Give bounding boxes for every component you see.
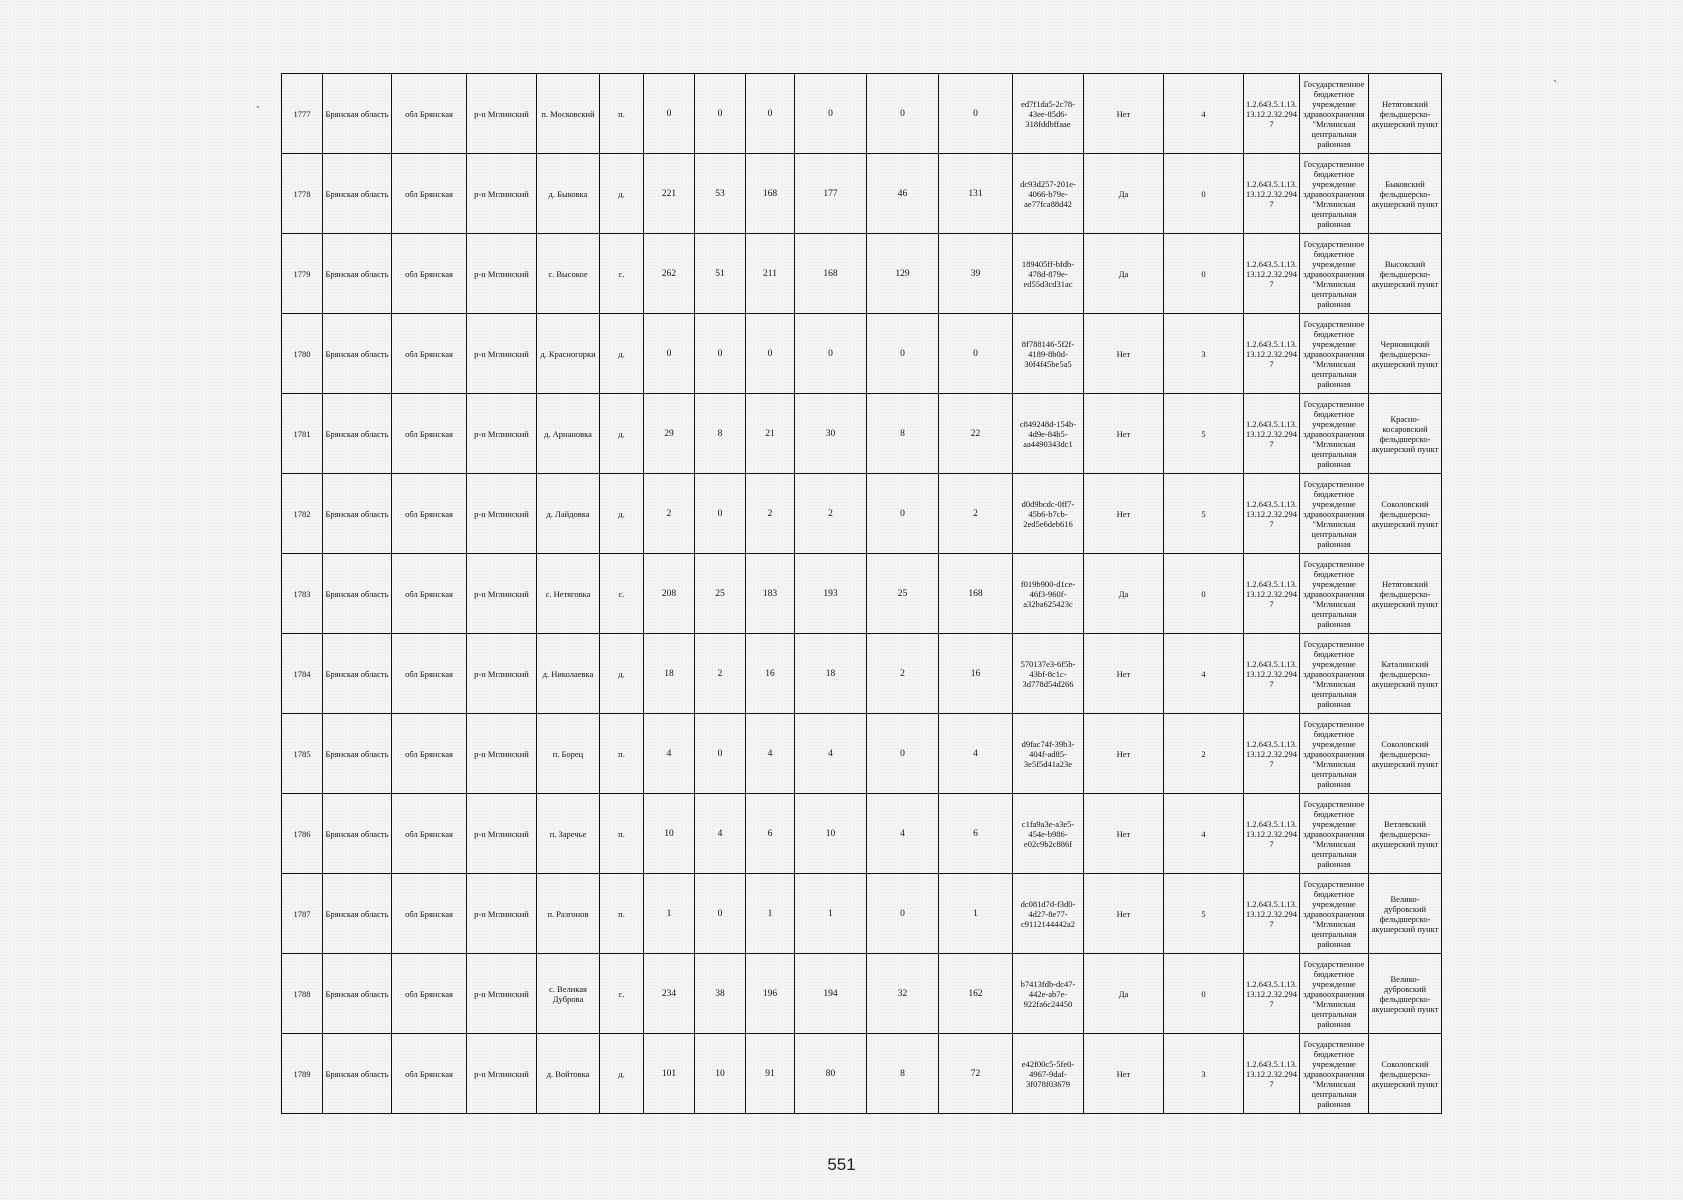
table-row bbox=[282, 314, 1442, 394]
table-cell: 4 bbox=[867, 794, 939, 874]
table-cell: р-н Мглинский bbox=[467, 954, 537, 1034]
table-cell: 10 bbox=[795, 794, 867, 874]
table-cell: р-н Мглинский bbox=[467, 554, 537, 634]
table-cell: 5 bbox=[1164, 474, 1244, 554]
table-cell: 193 bbox=[795, 554, 867, 634]
table-cell: 25 bbox=[867, 554, 939, 634]
table-cell: Каталинский фельдшерско-акушерский пункт bbox=[1369, 634, 1442, 714]
table-body bbox=[282, 74, 1442, 1114]
table-cell: с. Нетяговка bbox=[537, 554, 600, 634]
table-cell: обл Брянская bbox=[392, 474, 467, 554]
table-cell: d9fac74f-39b3-404f-ad85-3e5f5d41a23e bbox=[1013, 714, 1084, 794]
table-cell: д. bbox=[600, 154, 644, 234]
table-cell: 0 bbox=[695, 474, 746, 554]
table-cell: 0 bbox=[867, 474, 939, 554]
table-cell: e42f00c5-5fe0-4967-9daf-3f078f03679 bbox=[1013, 1034, 1084, 1114]
table-cell: 4 bbox=[939, 714, 1013, 794]
table-cell: Нет bbox=[1084, 794, 1164, 874]
table-cell: 0 bbox=[939, 314, 1013, 394]
table-cell: Брянская область bbox=[323, 794, 392, 874]
table-cell: 1 bbox=[746, 874, 795, 954]
table-cell: 1.2.643.5.1.13.13.12.2.32.2947 bbox=[1244, 954, 1300, 1034]
table-cell: д. Лайдовка bbox=[537, 474, 600, 554]
table-cell: 1.2.643.5.1.13.13.12.2.32.2947 bbox=[1244, 794, 1300, 874]
table-cell: д. bbox=[600, 1034, 644, 1114]
table-cell: д. Николаевка bbox=[537, 634, 600, 714]
table-cell: Соколовский фельдшерско-акушерский пункт bbox=[1369, 1034, 1442, 1114]
organization-name: Государственное бюджетное учреждение здравоохранения "Мглинская центральная районная bbox=[1303, 478, 1365, 549]
table-cell: д. Красногорки bbox=[537, 314, 600, 394]
table-cell: р-н Мглинский bbox=[467, 1034, 537, 1114]
table-cell: р-н Мглинский bbox=[467, 794, 537, 874]
table-cell: 0 bbox=[1164, 954, 1244, 1034]
table-cell: 2 bbox=[795, 474, 867, 554]
table-cell: Красно-косаровский фельдшерско-акушерский пункт bbox=[1369, 394, 1442, 474]
table-cell: 29 bbox=[644, 394, 695, 474]
organization-name: Государственное бюджетное учреждение здравоохранения "Мглинская центральная районная bbox=[1303, 798, 1365, 869]
table-cell: dc081d7d-f3d0-4d27-8e77-c9112144442a2 bbox=[1013, 874, 1084, 954]
table-cell: Брянская область bbox=[323, 954, 392, 1034]
table-cell: п. bbox=[600, 74, 644, 154]
table-cell: Нет bbox=[1084, 634, 1164, 714]
table-cell: Нет bbox=[1084, 74, 1164, 154]
table-row bbox=[282, 1034, 1442, 1114]
table-cell: 189405ff-bfdb-478d-879e-ed55d3cd31ac bbox=[1013, 234, 1084, 314]
table-cell: п. bbox=[600, 714, 644, 794]
table-cell: Нетяговский фельдшерско-акушерский пункт bbox=[1369, 74, 1442, 154]
table-cell: 2 bbox=[939, 474, 1013, 554]
table-cell: р-н Мглинский bbox=[467, 874, 537, 954]
table-row bbox=[282, 74, 1442, 154]
table-cell: 0 bbox=[644, 74, 695, 154]
table-cell: 80 bbox=[795, 1034, 867, 1114]
table-row bbox=[282, 794, 1442, 874]
table-cell: Брянская область bbox=[323, 74, 392, 154]
table-cell: д. Быковка bbox=[537, 154, 600, 234]
table-cell: 162 bbox=[939, 954, 1013, 1034]
table-cell: 5 bbox=[1164, 394, 1244, 474]
table-cell: 1788 bbox=[282, 954, 323, 1034]
table-cell: 4 bbox=[1164, 634, 1244, 714]
table-cell: 10 bbox=[644, 794, 695, 874]
table-cell: 168 bbox=[746, 154, 795, 234]
table-cell: Брянская область bbox=[323, 154, 392, 234]
table-cell: 1 bbox=[644, 874, 695, 954]
organization-name: Государственное бюджетное учреждение здравоохранения "Мглинская центральная районная bbox=[1303, 158, 1365, 229]
table-cell: 0 bbox=[795, 314, 867, 394]
table-cell: Нетяговский фельдшерско-акушерский пункт bbox=[1369, 554, 1442, 634]
table-cell: 8f788146-5f2f-4189-8b0d-30f4f45be5a5 bbox=[1013, 314, 1084, 394]
table-cell: Черновицкий фельдшерско-акушерский пункт bbox=[1369, 314, 1442, 394]
table-cell: 1780 bbox=[282, 314, 323, 394]
table-cell bbox=[1300, 234, 1369, 314]
table-cell: 4 bbox=[695, 794, 746, 874]
table-cell: 234 bbox=[644, 954, 695, 1034]
table-cell: 0 bbox=[867, 874, 939, 954]
table-cell: c1fa9a3e-a3e5-454e-b986-e02c9b2c886f bbox=[1013, 794, 1084, 874]
table-cell: п. bbox=[600, 874, 644, 954]
table-cell: 0 bbox=[695, 314, 746, 394]
table-cell: п. Заречье bbox=[537, 794, 600, 874]
table-row bbox=[282, 954, 1442, 1034]
table-cell: 32 bbox=[867, 954, 939, 1034]
table-cell: 1.2.643.5.1.13.13.12.2.32.2947 bbox=[1244, 874, 1300, 954]
table-cell: Брянская область bbox=[323, 474, 392, 554]
table-cell bbox=[1300, 314, 1369, 394]
table-cell: 2 bbox=[695, 634, 746, 714]
table-cell: 1777 bbox=[282, 74, 323, 154]
table-cell: 1 bbox=[795, 874, 867, 954]
table-cell: обл Брянская bbox=[392, 554, 467, 634]
table-cell: 8 bbox=[695, 394, 746, 474]
table-cell: 1.2.643.5.1.13.13.12.2.32.2947 bbox=[1244, 154, 1300, 234]
table-cell: 194 bbox=[795, 954, 867, 1034]
organization-name: Государственное бюджетное учреждение здравоохранения "Мглинская центральная районная bbox=[1303, 78, 1365, 149]
table-cell: 129 bbox=[867, 234, 939, 314]
table-cell: 0 bbox=[695, 74, 746, 154]
table-cell: Брянская область bbox=[323, 314, 392, 394]
scan-speck: ` bbox=[1553, 78, 1557, 92]
table-cell: 1.2.643.5.1.13.13.12.2.32.2947 bbox=[1244, 554, 1300, 634]
organization-name: Государственное бюджетное учреждение здравоохранения "Мглинская центральная районная bbox=[1303, 558, 1365, 629]
table-cell: 5 bbox=[1164, 874, 1244, 954]
table-cell: Нет bbox=[1084, 714, 1164, 794]
table-cell: 3 bbox=[1164, 1034, 1244, 1114]
table-cell: обл Брянская bbox=[392, 154, 467, 234]
table-cell: 221 bbox=[644, 154, 695, 234]
table-cell: р-н Мглинский bbox=[467, 394, 537, 474]
table-cell: 91 bbox=[746, 1034, 795, 1114]
table-cell: с. bbox=[600, 954, 644, 1034]
table-cell: обл Брянская bbox=[392, 74, 467, 154]
table-cell: 2 bbox=[644, 474, 695, 554]
table-cell: 2 bbox=[867, 634, 939, 714]
table-cell: 0 bbox=[867, 314, 939, 394]
table-cell: 1.2.643.5.1.13.13.12.2.32.2947 bbox=[1244, 1034, 1300, 1114]
table-cell: 51 bbox=[695, 234, 746, 314]
table-cell: 1789 bbox=[282, 1034, 323, 1114]
table-cell: 30 bbox=[795, 394, 867, 474]
table-cell: обл Брянская bbox=[392, 954, 467, 1034]
table-cell: 6 bbox=[746, 794, 795, 874]
settlements-table bbox=[281, 73, 1442, 1114]
table-cell: Нет bbox=[1084, 314, 1164, 394]
table-cell: 1785 bbox=[282, 714, 323, 794]
table-cell: 1783 bbox=[282, 554, 323, 634]
table-cell: 1781 bbox=[282, 394, 323, 474]
table-cell: b7413fdb-dc47-442e-ab7e-922fa6c24450 bbox=[1013, 954, 1084, 1034]
table-cell: c849248d-154b-4d9e-84b5-aa4490343dc1 bbox=[1013, 394, 1084, 474]
table-cell: 25 bbox=[695, 554, 746, 634]
table-cell: 10 bbox=[695, 1034, 746, 1114]
table-cell: Да bbox=[1084, 234, 1164, 314]
table-cell: р-н Мглинский bbox=[467, 714, 537, 794]
table-cell: 3 bbox=[1164, 314, 1244, 394]
table-cell: 16 bbox=[939, 634, 1013, 714]
table-cell: 0 bbox=[939, 74, 1013, 154]
table-cell: dc93d257-201e-4066-b79e-ae77fca88d42 bbox=[1013, 154, 1084, 234]
table-cell: д. bbox=[600, 474, 644, 554]
organization-name: Государственное бюджетное учреждение здравоохранения "Мглинская центральная районная bbox=[1303, 318, 1365, 389]
organization-name: Государственное бюджетное учреждение здравоохранения "Мглинская центральная районная bbox=[1303, 1038, 1365, 1109]
table-cell: 0 bbox=[1164, 154, 1244, 234]
scan-speck: ` bbox=[256, 104, 260, 118]
table-cell: Брянская область bbox=[323, 874, 392, 954]
table-row bbox=[282, 154, 1442, 234]
organization-name: Государственное бюджетное учреждение здравоохранения "Мглинская центральная районная bbox=[1303, 398, 1365, 469]
table-cell: Высокский фельдшерско-акушерский пункт bbox=[1369, 234, 1442, 314]
table-cell: р-н Мглинский bbox=[467, 154, 537, 234]
table-cell: 4 bbox=[1164, 74, 1244, 154]
table-cell: Брянская область bbox=[323, 714, 392, 794]
table-cell: Брянская область bbox=[323, 634, 392, 714]
table-cell: д. bbox=[600, 394, 644, 474]
table-cell: 1.2.643.5.1.13.13.12.2.32.2947 bbox=[1244, 714, 1300, 794]
table-cell: р-н Мглинский bbox=[467, 314, 537, 394]
table-row bbox=[282, 874, 1442, 954]
table-cell: Брянская область bbox=[323, 554, 392, 634]
table-cell: Соколовский фельдшерско-акушерский пункт bbox=[1369, 714, 1442, 794]
table-cell: обл Брянская bbox=[392, 794, 467, 874]
table-row bbox=[282, 394, 1442, 474]
table-cell: с. Великая Дуброва bbox=[537, 954, 600, 1034]
table-cell: 208 bbox=[644, 554, 695, 634]
table-cell: 0 bbox=[746, 74, 795, 154]
table-cell: 0 bbox=[695, 874, 746, 954]
table-cell: 1.2.643.5.1.13.13.12.2.32.2947 bbox=[1244, 234, 1300, 314]
table-cell: 0 bbox=[695, 714, 746, 794]
table-cell bbox=[1300, 474, 1369, 554]
table-cell: д. bbox=[600, 634, 644, 714]
table-cell: Брянская область bbox=[323, 234, 392, 314]
table-cell: 1778 bbox=[282, 154, 323, 234]
table-cell: р-н Мглинский bbox=[467, 474, 537, 554]
table-cell: 183 bbox=[746, 554, 795, 634]
table-cell: Велико-дубровский фельдшерско-акушерский пункт bbox=[1369, 954, 1442, 1034]
organization-name: Государственное бюджетное учреждение здравоохранения "Мглинская центральная районная bbox=[1303, 238, 1365, 309]
organization-name: Государственное бюджетное учреждение здравоохранения "Мглинская центральная районная bbox=[1303, 878, 1365, 949]
table-cell: Соколовский фельдшерско-акушерский пункт bbox=[1369, 474, 1442, 554]
table-cell: обл Брянская bbox=[392, 634, 467, 714]
table-cell: д. Арнановка bbox=[537, 394, 600, 474]
table-cell bbox=[1300, 634, 1369, 714]
table-cell: 0 bbox=[795, 74, 867, 154]
table-cell: 0 bbox=[1164, 234, 1244, 314]
table-cell: 211 bbox=[746, 234, 795, 314]
table-cell: f019b900-d1ce-46f3-960f-a32ba625423c bbox=[1013, 554, 1084, 634]
table-row bbox=[282, 714, 1442, 794]
table-cell: 262 bbox=[644, 234, 695, 314]
table-cell: д. bbox=[600, 314, 644, 394]
table-cell bbox=[1300, 1034, 1369, 1114]
table-cell: 0 bbox=[1164, 554, 1244, 634]
table-cell bbox=[1300, 554, 1369, 634]
table-cell: 4 bbox=[746, 714, 795, 794]
table-cell: обл Брянская bbox=[392, 874, 467, 954]
table-cell: 196 bbox=[746, 954, 795, 1034]
table-cell: 2 bbox=[746, 474, 795, 554]
table-cell: обл Брянская bbox=[392, 394, 467, 474]
table-cell: 1.2.643.5.1.13.13.12.2.32.2947 bbox=[1244, 394, 1300, 474]
table-row bbox=[282, 234, 1442, 314]
page-number: 551 bbox=[827, 1155, 856, 1174]
table-cell: обл Брянская bbox=[392, 1034, 467, 1114]
table-cell: с. Высокое bbox=[537, 234, 600, 314]
table-cell: 1.2.643.5.1.13.13.12.2.32.2947 bbox=[1244, 474, 1300, 554]
table-cell: 0 bbox=[746, 314, 795, 394]
table-cell bbox=[1300, 74, 1369, 154]
table-row bbox=[282, 474, 1442, 554]
table-cell: 8 bbox=[867, 1034, 939, 1114]
table-cell: d0d9bcdc-0ff7-45b6-b7cb-2ed5e6deb616 bbox=[1013, 474, 1084, 554]
table-cell bbox=[1300, 874, 1369, 954]
table-cell: с. bbox=[600, 234, 644, 314]
table-cell: 1787 bbox=[282, 874, 323, 954]
table-cell: 570137e3-6f5b-43bf-8c1c-3d778d54d266 bbox=[1013, 634, 1084, 714]
table-cell: Нет bbox=[1084, 1034, 1164, 1114]
table-cell: 0 bbox=[867, 714, 939, 794]
table-cell: с. bbox=[600, 554, 644, 634]
table-cell: 0 bbox=[867, 74, 939, 154]
table-cell: Нет bbox=[1084, 474, 1164, 554]
table-cell bbox=[1300, 794, 1369, 874]
table-cell: р-н Мглинский bbox=[467, 634, 537, 714]
table-cell: 177 bbox=[795, 154, 867, 234]
table-cell: Брянская область bbox=[323, 1034, 392, 1114]
table-cell: 22 bbox=[939, 394, 1013, 474]
table-cell: 4 bbox=[795, 714, 867, 794]
table-cell: 1782 bbox=[282, 474, 323, 554]
table-cell bbox=[1300, 954, 1369, 1034]
table-cell: обл Брянская bbox=[392, 234, 467, 314]
table-cell: 16 bbox=[746, 634, 795, 714]
table-cell: р-н Мглинский bbox=[467, 74, 537, 154]
table-row bbox=[282, 634, 1442, 714]
table-cell: 38 bbox=[695, 954, 746, 1034]
table-cell: Да bbox=[1084, 154, 1164, 234]
table-cell bbox=[1300, 154, 1369, 234]
table-cell: ed7f1da5-2c78-43ee-85d6-318fddbffaae bbox=[1013, 74, 1084, 154]
table-cell: 1.2.643.5.1.13.13.12.2.32.2947 bbox=[1244, 74, 1300, 154]
table-cell: 101 bbox=[644, 1034, 695, 1114]
table-cell: 168 bbox=[795, 234, 867, 314]
table-row bbox=[282, 554, 1442, 634]
table-cell: 168 bbox=[939, 554, 1013, 634]
table-cell: 18 bbox=[644, 634, 695, 714]
table-cell: 1784 bbox=[282, 634, 323, 714]
table-cell: Ветлевский фельдшерско-акушерский пункт bbox=[1369, 794, 1442, 874]
table-cell: р-н Мглинский bbox=[467, 234, 537, 314]
table-cell: 1.2.643.5.1.13.13.12.2.32.2947 bbox=[1244, 634, 1300, 714]
organization-name: Государственное бюджетное учреждение здравоохранения "Мглинская центральная районная bbox=[1303, 638, 1365, 709]
table-cell bbox=[1300, 714, 1369, 794]
table-cell: 8 bbox=[867, 394, 939, 474]
table-cell: 1.2.643.5.1.13.13.12.2.32.2947 bbox=[1244, 314, 1300, 394]
table-cell: 4 bbox=[644, 714, 695, 794]
table-cell: 6 bbox=[939, 794, 1013, 874]
table-cell: 46 bbox=[867, 154, 939, 234]
table-cell bbox=[1300, 394, 1369, 474]
table-cell: п. Московский bbox=[537, 74, 600, 154]
table-cell: д. Войтовка bbox=[537, 1034, 600, 1114]
table-cell: Нет bbox=[1084, 394, 1164, 474]
table-cell: 1786 bbox=[282, 794, 323, 874]
table-cell: 1779 bbox=[282, 234, 323, 314]
organization-name: Государственное бюджетное учреждение здравоохранения "Мглинская центральная районная bbox=[1303, 958, 1365, 1029]
table-cell: 131 bbox=[939, 154, 1013, 234]
organization-name: Государственное бюджетное учреждение здравоохранения "Мглинская центральная районная bbox=[1303, 718, 1365, 789]
table-cell: 21 bbox=[746, 394, 795, 474]
table-cell: 2 bbox=[1164, 714, 1244, 794]
table-cell: 0 bbox=[644, 314, 695, 394]
table-cell: 72 bbox=[939, 1034, 1013, 1114]
table-cell: 18 bbox=[795, 634, 867, 714]
table-cell: Да bbox=[1084, 554, 1164, 634]
table-cell: Брянская область bbox=[323, 394, 392, 474]
table-cell: Велико-дубровский фельдшерско-акушерский пункт bbox=[1369, 874, 1442, 954]
table-cell: п. bbox=[600, 794, 644, 874]
table-cell: 39 bbox=[939, 234, 1013, 314]
table-cell: 53 bbox=[695, 154, 746, 234]
table-cell: 4 bbox=[1164, 794, 1244, 874]
table-cell: обл Брянская bbox=[392, 714, 467, 794]
table-cell: 1 bbox=[939, 874, 1013, 954]
table-cell: Нет bbox=[1084, 874, 1164, 954]
table-cell: обл Брянская bbox=[392, 314, 467, 394]
table-cell: п. Разгонов bbox=[537, 874, 600, 954]
table-cell: п. Борец bbox=[537, 714, 600, 794]
table-cell: Да bbox=[1084, 954, 1164, 1034]
table-cell: Быковский фельдшерско-акушерский пункт bbox=[1369, 154, 1442, 234]
